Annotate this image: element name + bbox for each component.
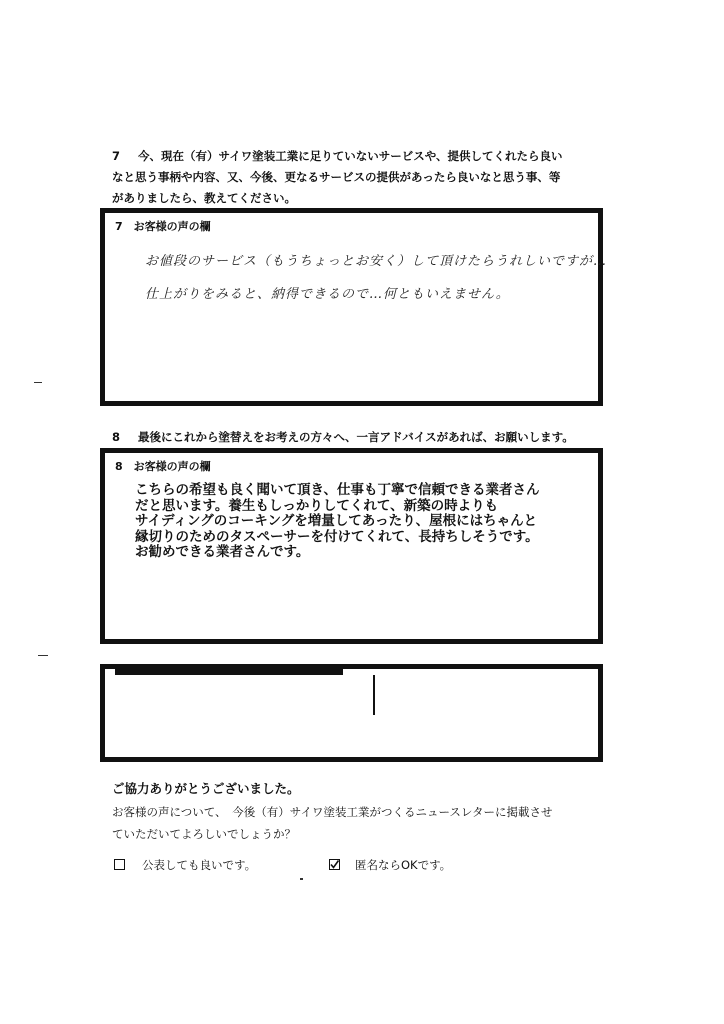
question-7-line-1 — [112, 146, 612, 167]
public-option-label: 公表しても良いです。 — [142, 858, 257, 872]
typed-answer-line-4: 縁切りのためのタスペーサーを付けてくれて、長持ちしそうです。 — [135, 528, 539, 545]
public-checkbox[interactable] — [114, 859, 125, 870]
typed-answer-line-2: だと思います。養生もしっかりしてくれて、新築の時よりも — [135, 497, 499, 514]
consent-question-line-2: ていただいてよろしいでしょうか？ — [112, 827, 296, 841]
question-8-line — [112, 427, 612, 448]
blank-box — [100, 664, 603, 762]
answer-box-7 — [100, 208, 608, 406]
box-8-label: 8 お客様の声の欄 — [115, 460, 211, 473]
box-7-label: 7 お客様の声の欄 — [115, 220, 211, 233]
question-8-text: 最後にこれから塗替えをお考えの方々へ、一言アドバイスがあれば、お願いします。 — [138, 430, 574, 444]
question-7-line-2: なと思う事柄や内容、又、今後、更なるサービスの提供があったら良いなと思う事、等 — [112, 170, 561, 184]
consent-question-line-1: お客様の声について、 今後（有）サイワ塗装工業がつくるニュースレターに掲載させ — [112, 805, 553, 819]
anonymous-checkbox[interactable] — [329, 859, 340, 870]
question-8-number: 8 — [112, 430, 121, 444]
question-7-line-3: がありましたら、教えてください。 — [112, 191, 296, 205]
typed-answer — [135, 483, 539, 561]
redaction-right-edge — [373, 675, 375, 715]
typed-answer-line-1: こちらの希望も良く聞いて頂き、仕事も丁寧で信頼できる業者さん — [135, 482, 540, 498]
check-icon — [329, 859, 340, 870]
answer-box-8 — [100, 448, 603, 644]
thanks-text: ご協力ありがとうございました。 — [112, 781, 300, 796]
typed-answer-line-5: お勧めできる業者さんです。 — [135, 544, 310, 560]
scan-mark-3 — [300, 878, 303, 880]
scan-mark-1 — [34, 382, 42, 383]
scan-mark-2 — [38, 655, 48, 656]
handwritten-answer-line-2: 仕上がりをみると、納得できるので…何ともいえません。 — [145, 287, 510, 302]
typed-answer-line-3: サイディングのコーキングを増量してあったり、屋根にはちゃんと — [135, 513, 538, 529]
question-7-text-1: 今、現在（有）サイワ塗装工業に足りていないサービスや、提供してくれたら良い — [138, 149, 563, 163]
question-7-number: 7 — [112, 149, 121, 163]
redaction-top-bar — [115, 669, 343, 675]
handwritten-answer-line-1: お値段のサービス（もうちょっとお安く）して頂けたらうれしいですが… — [145, 254, 608, 269]
anonymous-option-label: 匿名ならOKです。 — [355, 858, 452, 872]
